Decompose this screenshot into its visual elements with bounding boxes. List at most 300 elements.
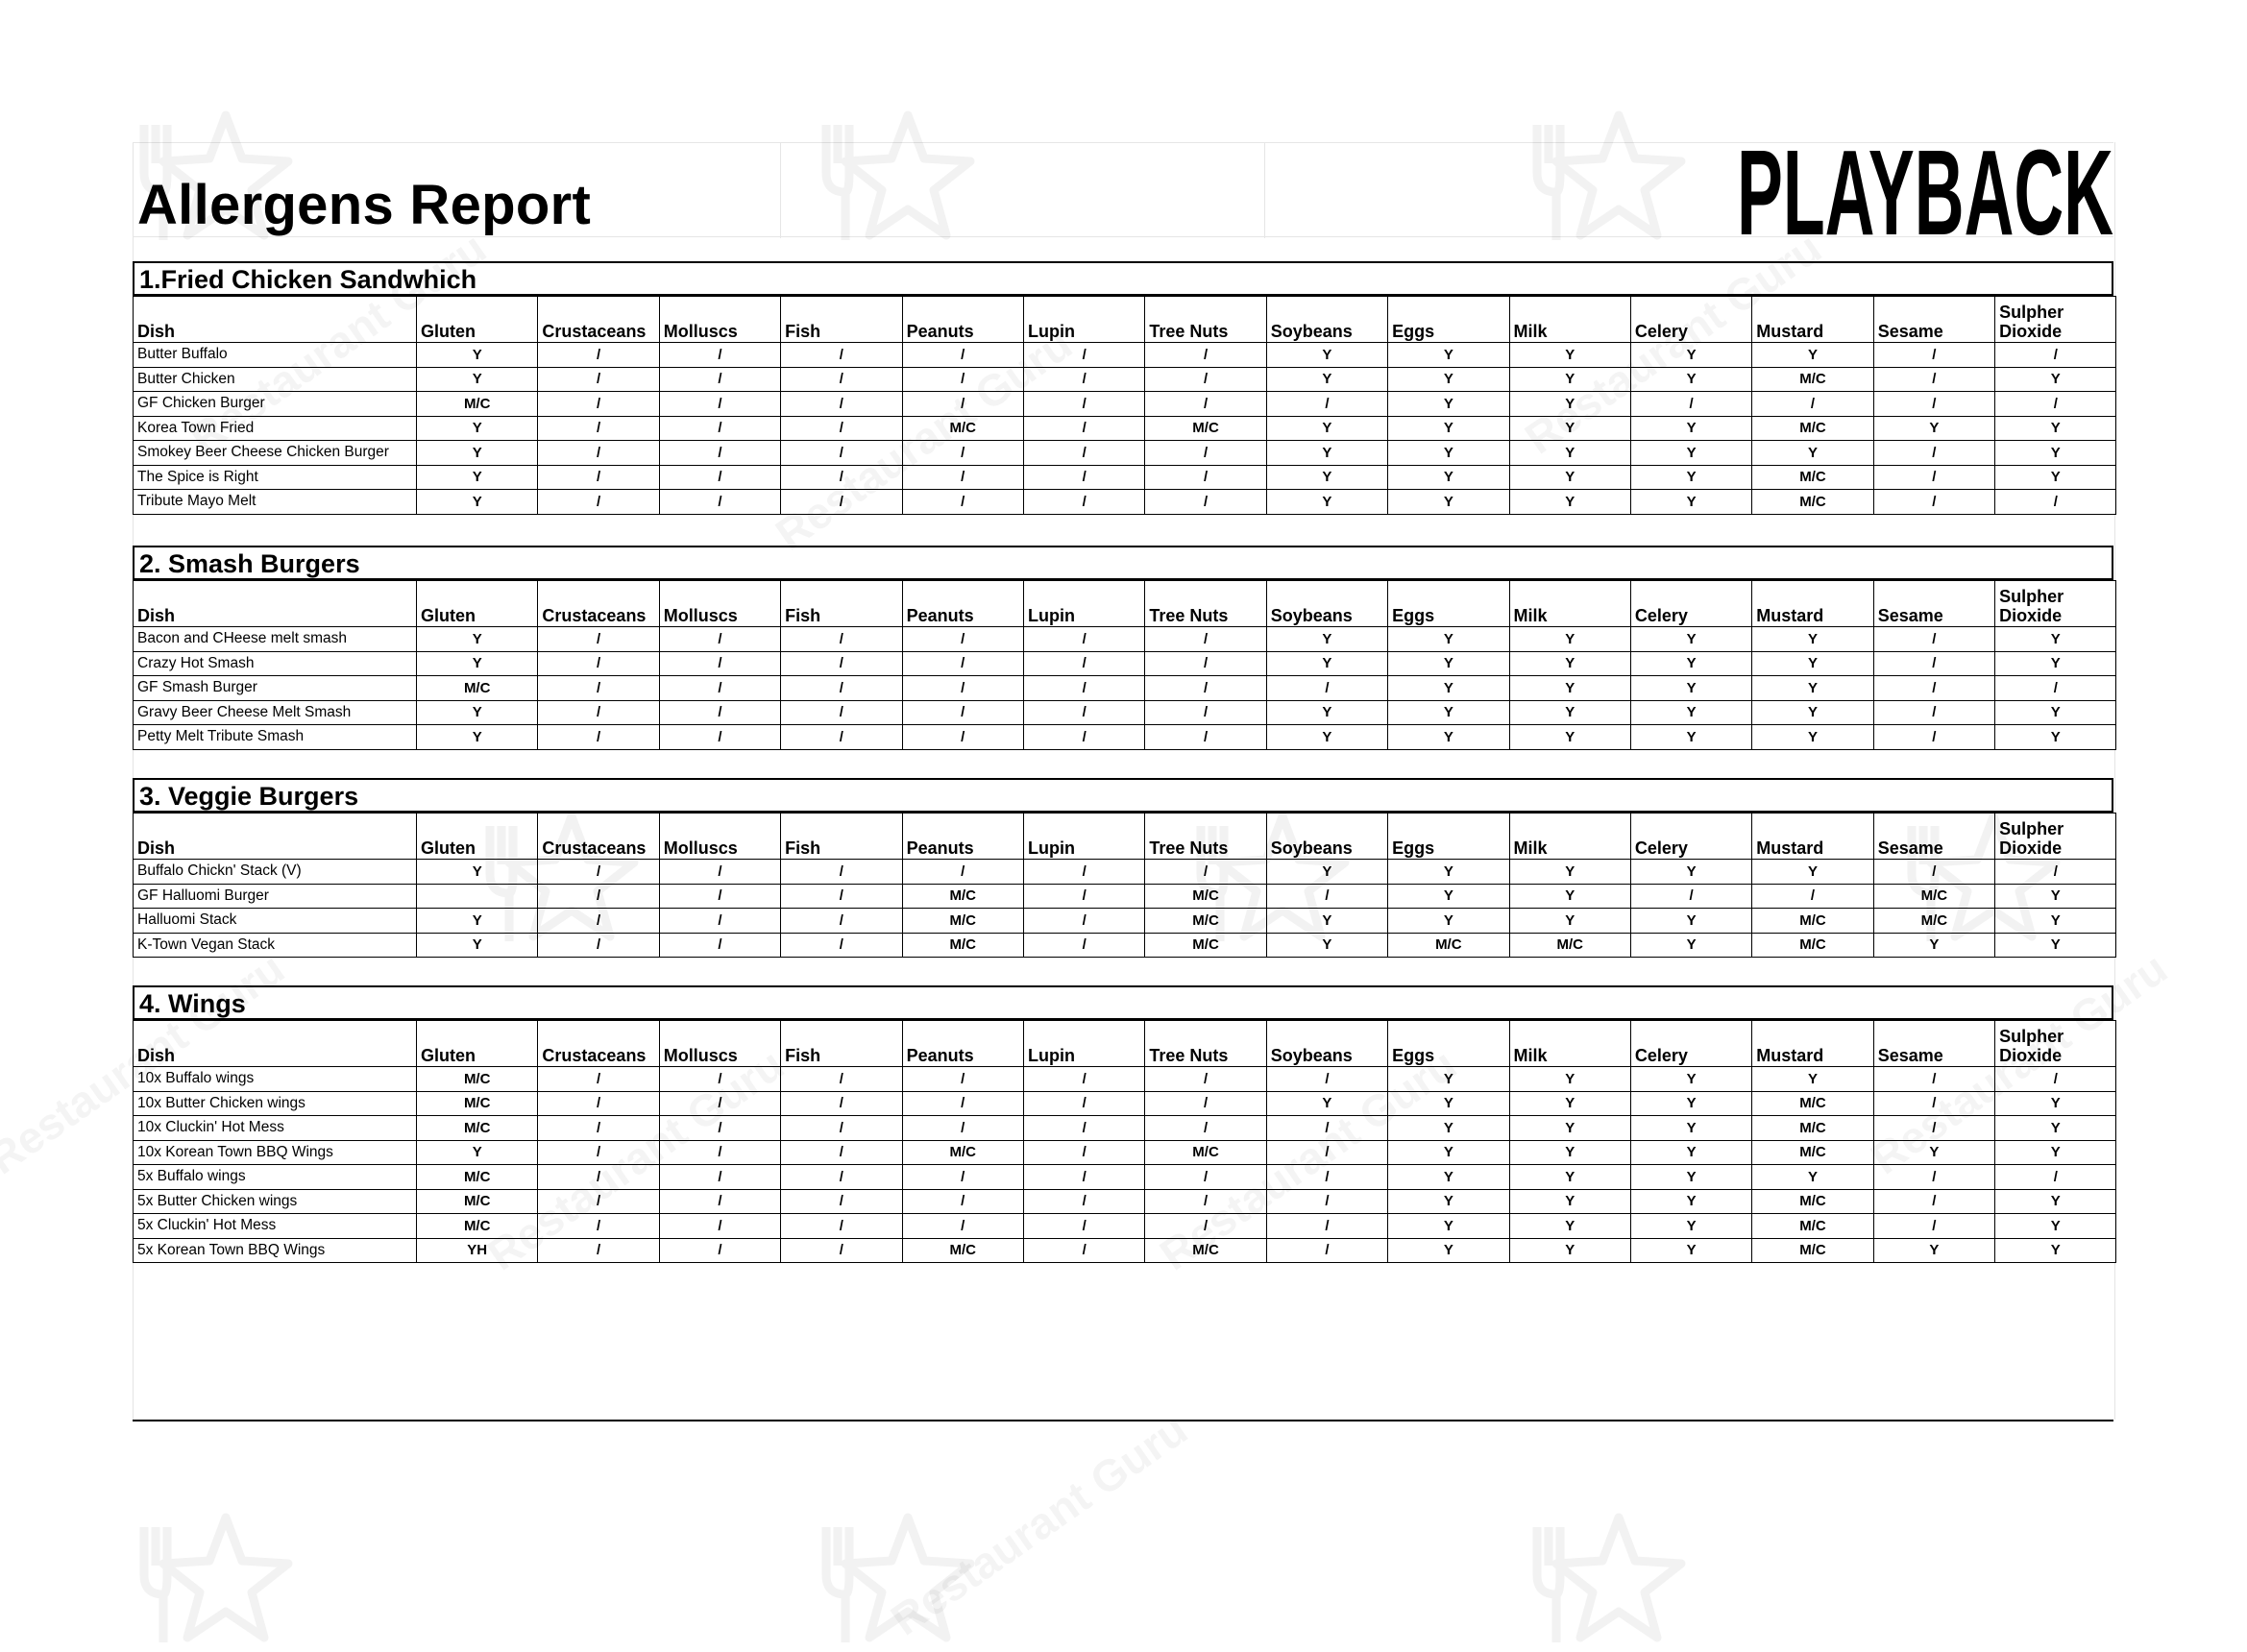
dish-name: GF Smash Burger: [134, 676, 417, 701]
column-header: Eggs: [1388, 814, 1509, 860]
allergen-cell: Y: [1266, 343, 1387, 368]
column-header: Celery: [1630, 814, 1751, 860]
allergen-cell: /: [659, 1238, 780, 1263]
allergen-cell: /: [781, 1116, 902, 1141]
column-header: Soybeans: [1266, 581, 1387, 627]
allergen-cell: Y: [1995, 627, 2116, 652]
allergen-cell: Y: [1388, 465, 1509, 490]
dish-name: Korea Town Fried: [134, 416, 417, 441]
allergen-cell: /: [902, 1214, 1023, 1239]
column-header: Molluscs: [659, 297, 780, 343]
allergen-cell: Y: [1509, 343, 1630, 368]
column-header: Peanuts: [902, 814, 1023, 860]
allergen-cell: /: [1873, 676, 1994, 701]
table-row: [134, 725, 2116, 750]
allergen-cell: M/C: [1388, 933, 1509, 958]
allergen-cell: Y: [1509, 651, 1630, 676]
allergen-cell: Y: [1752, 725, 1873, 750]
allergen-cell: /: [1873, 700, 1994, 725]
allergen-cell: M/C: [1145, 933, 1266, 958]
column-header: Tree Nuts: [1145, 1021, 1266, 1067]
table-row: [134, 1189, 2116, 1214]
column-header: Mustard: [1752, 581, 1873, 627]
allergen-cell: /: [659, 1067, 780, 1092]
allergen-cell: /: [1145, 465, 1266, 490]
allergen-cell: Y: [1630, 441, 1751, 466]
allergen-cell: Y: [1995, 465, 2116, 490]
allergen-cell: M/C: [1752, 465, 1873, 490]
allergen-cell: YH: [417, 1238, 538, 1263]
allergen-cell: /: [659, 343, 780, 368]
dish-name: Butter Chicken: [134, 367, 417, 392]
allergen-cell: Y: [1388, 1116, 1509, 1141]
allergen-cell: M/C: [1752, 1140, 1873, 1165]
allergen-cell: Y: [1995, 933, 2116, 958]
allergen-cell: /: [1023, 392, 1144, 417]
section-title: 3. Veggie Burgers: [133, 778, 2113, 813]
allergen-cell: Y: [417, 651, 538, 676]
fork-star-icon: [1527, 1508, 1691, 1652]
allergen-cell: /: [781, 676, 902, 701]
allergen-cell: /: [659, 909, 780, 934]
allergen-cell: /: [659, 1189, 780, 1214]
table-row: [134, 884, 2116, 909]
table-row: [134, 1165, 2116, 1190]
allergen-cell: /: [1873, 651, 1994, 676]
table-row: [134, 909, 2116, 934]
allergen-cell: /: [902, 725, 1023, 750]
table-row: [134, 1140, 2116, 1165]
allergen-cell: /: [781, 1189, 902, 1214]
column-header: Crustaceans: [538, 814, 659, 860]
allergen-cell: /: [781, 700, 902, 725]
allergen-cell: Y: [417, 627, 538, 652]
allergen-cell: /: [902, 490, 1023, 515]
column-header: Milk: [1509, 814, 1630, 860]
allergen-cell: M/C: [1873, 884, 1994, 909]
allergen-cell: Y: [1388, 700, 1509, 725]
allergen-cell: /: [1145, 392, 1266, 417]
allergen-cell: /: [1873, 1091, 1994, 1116]
allergen-cell: /: [902, 441, 1023, 466]
allergen-cell: /: [538, 1238, 659, 1263]
table-header-row: [134, 814, 2116, 860]
dish-name: 10x Butter Chicken wings: [134, 1091, 417, 1116]
allergen-cell: Y: [1509, 860, 1630, 885]
allergen-cell: /: [659, 1091, 780, 1116]
column-header: Gluten: [417, 581, 538, 627]
column-header: Lupin: [1023, 1021, 1144, 1067]
allergen-cell: /: [659, 1140, 780, 1165]
allergen-cell: M/C: [417, 1091, 538, 1116]
allergen-cell: /: [1023, 367, 1144, 392]
allergen-cell: /: [902, 343, 1023, 368]
column-header: Sulpher Dioxide: [1995, 581, 2116, 627]
allergen-cell: /: [781, 465, 902, 490]
watermark-text: [881, 1403, 1196, 1645]
allergen-section: [133, 778, 2113, 958]
allergen-cell: /: [781, 367, 902, 392]
allergen-cell: /: [1266, 1165, 1387, 1190]
allergen-cell: /: [902, 651, 1023, 676]
brand-logo-text: PLAYBACK: [1737, 133, 2113, 244]
sheet-gridline: [1264, 142, 1265, 238]
allergen-cell: /: [1023, 651, 1144, 676]
fork-star-icon: [817, 1508, 980, 1652]
allergen-cell: Y: [1630, 1165, 1751, 1190]
table-row: [134, 343, 2116, 368]
allergen-cell: Y: [1509, 700, 1630, 725]
allergen-cell: /: [1266, 392, 1387, 417]
allergen-cell: Y: [1266, 933, 1387, 958]
allergen-cell: /: [659, 933, 780, 958]
allergen-cell: /: [1873, 627, 1994, 652]
column-header: Fish: [781, 581, 902, 627]
allergen-cell: Y: [1509, 884, 1630, 909]
allergen-cell: /: [659, 884, 780, 909]
allergen-cell: Y: [1995, 651, 2116, 676]
table-row: [134, 1091, 2116, 1116]
allergen-cell: /: [1023, 1091, 1144, 1116]
allergen-cell: Y: [1388, 1067, 1509, 1092]
allergen-table: [133, 296, 2116, 515]
page-bottom-rule: [133, 1420, 2113, 1421]
table-header-row: [134, 581, 2116, 627]
allergen-cell: Y: [1630, 909, 1751, 934]
column-header: Peanuts: [902, 581, 1023, 627]
allergen-cell: /: [781, 1165, 902, 1190]
allergen-cell: M/C: [1752, 909, 1873, 934]
allergen-cell: /: [1145, 1165, 1266, 1190]
allergen-cell: /: [1752, 884, 1873, 909]
allergen-cell: M/C: [1145, 884, 1266, 909]
allergen-cell: Y: [1995, 1140, 2116, 1165]
allergen-cell: /: [1145, 441, 1266, 466]
allergen-cell: Y: [1873, 416, 1994, 441]
allergen-cell: Y: [1388, 884, 1509, 909]
column-header: Soybeans: [1266, 1021, 1387, 1067]
allergen-cell: Y: [1630, 465, 1751, 490]
allergen-cell: /: [659, 441, 780, 466]
allergen-cell: M/C: [1145, 416, 1266, 441]
allergen-section: [133, 261, 2113, 515]
allergen-cell: /: [659, 700, 780, 725]
allergen-cell: /: [659, 490, 780, 515]
column-header: Sesame: [1873, 581, 1994, 627]
allergen-cell: Y: [1752, 860, 1873, 885]
column-header: Dish: [134, 814, 417, 860]
allergen-table: [133, 580, 2116, 750]
allergen-cell: /: [659, 465, 780, 490]
allergen-cell: /: [1145, 1091, 1266, 1116]
allergen-cell: /: [538, 725, 659, 750]
allergen-cell: /: [538, 416, 659, 441]
table-header-row: [134, 1021, 2116, 1067]
allergen-cell: /: [1752, 392, 1873, 417]
allergen-cell: /: [538, 465, 659, 490]
allergen-cell: M/C: [1752, 933, 1873, 958]
column-header: Molluscs: [659, 1021, 780, 1067]
table-row: [134, 441, 2116, 466]
allergen-cell: /: [902, 676, 1023, 701]
allergen-cell: M/C: [1752, 416, 1873, 441]
allergen-cell: Y: [1630, 1238, 1751, 1263]
dish-name: The Spice is Right: [134, 465, 417, 490]
allergen-cell: Y: [417, 367, 538, 392]
allergen-cell: /: [1023, 860, 1144, 885]
allergen-cell: /: [1266, 1140, 1387, 1165]
allergen-cell: M/C: [902, 909, 1023, 934]
column-header: Crustaceans: [538, 1021, 659, 1067]
allergen-cell: /: [538, 884, 659, 909]
allergen-cell: Y: [417, 700, 538, 725]
allergen-cell: Y: [1630, 651, 1751, 676]
allergen-cell: Y: [1630, 367, 1751, 392]
column-header: Tree Nuts: [1145, 581, 1266, 627]
allergen-cell: /: [538, 1214, 659, 1239]
allergen-cell: Y: [1630, 1214, 1751, 1239]
allergen-cell: Y: [1995, 416, 2116, 441]
allergen-cell: /: [781, 884, 902, 909]
column-header: Fish: [781, 297, 902, 343]
allergen-cell: Y: [1995, 1238, 2116, 1263]
allergen-cell: /: [1023, 465, 1144, 490]
allergen-cell: /: [1023, 1165, 1144, 1190]
allergen-cell: /: [902, 1067, 1023, 1092]
allergen-cell: /: [1873, 367, 1994, 392]
allergen-cell: M/C: [1145, 909, 1266, 934]
allergen-cell: Y: [1388, 1189, 1509, 1214]
allergen-cell: /: [538, 1091, 659, 1116]
allergen-cell: Y: [1266, 909, 1387, 934]
allergen-cell: /: [538, 1067, 659, 1092]
column-header: Mustard: [1752, 297, 1873, 343]
allergen-cell: /: [1995, 860, 2116, 885]
table-row: [134, 392, 2116, 417]
allergen-cell: /: [1145, 1067, 1266, 1092]
allergen-cell: /: [1873, 490, 1994, 515]
column-header: Sulpher Dioxide: [1995, 297, 2116, 343]
table-row: [134, 367, 2116, 392]
allergen-cell: Y: [1266, 725, 1387, 750]
allergen-cell: Y: [1630, 490, 1751, 515]
column-header: Sulpher Dioxide: [1995, 1021, 2116, 1067]
allergen-cell: /: [1023, 700, 1144, 725]
column-header: Lupin: [1023, 814, 1144, 860]
dish-name: GF Chicken Burger: [134, 392, 417, 417]
allergen-cell: /: [1145, 700, 1266, 725]
allergen-cell: /: [1873, 1165, 1994, 1190]
fork-star-icon: [134, 1508, 298, 1652]
dish-name: 5x Korean Town BBQ Wings: [134, 1238, 417, 1263]
table-header-row: [134, 297, 2116, 343]
allergen-cell: /: [1873, 1116, 1994, 1141]
sheet-gridline: [780, 142, 781, 238]
dish-name: 5x Cluckin' Hot Mess: [134, 1214, 417, 1239]
allergen-cell: Y: [1388, 1140, 1509, 1165]
allergen-cell: Y: [1388, 1214, 1509, 1239]
allergen-cell: M/C: [1752, 490, 1873, 515]
allergen-cell: Y: [1752, 441, 1873, 466]
allergen-cell: /: [538, 1165, 659, 1190]
allergen-cell: Y: [1752, 1067, 1873, 1092]
allergen-cell: Y: [1388, 1238, 1509, 1263]
allergen-cell: M/C: [1509, 933, 1630, 958]
allergen-cell: /: [902, 1116, 1023, 1141]
allergen-cell: /: [659, 860, 780, 885]
allergen-cell: /: [659, 651, 780, 676]
allergen-cell: Y: [417, 416, 538, 441]
allergen-cell: Y: [1266, 627, 1387, 652]
allergen-cell: /: [1145, 860, 1266, 885]
allergen-cell: Y: [1630, 860, 1751, 885]
table-row: [134, 416, 2116, 441]
column-header: Eggs: [1388, 1021, 1509, 1067]
allergen-cell: /: [1873, 441, 1994, 466]
column-header: Tree Nuts: [1145, 814, 1266, 860]
column-header: Fish: [781, 1021, 902, 1067]
table-row: [134, 465, 2116, 490]
allergen-cell: /: [781, 490, 902, 515]
allergen-cell: Y: [1995, 1091, 2116, 1116]
column-header: Peanuts: [902, 1021, 1023, 1067]
column-header: Gluten: [417, 297, 538, 343]
allergen-cell: Y: [417, 1140, 538, 1165]
allergen-cell: Y: [1752, 676, 1873, 701]
allergen-cell: /: [1266, 1067, 1387, 1092]
allergen-cell: /: [1145, 627, 1266, 652]
allergen-cell: Y: [1995, 884, 2116, 909]
allergen-cell: M/C: [1873, 909, 1994, 934]
allergen-cell: /: [1995, 1165, 2116, 1190]
allergen-cell: /: [1873, 392, 1994, 417]
allergen-cell: /: [1023, 725, 1144, 750]
column-header: Fish: [781, 814, 902, 860]
allergen-cell: Y: [417, 933, 538, 958]
allergen-cell: Y: [1266, 1091, 1387, 1116]
allergen-cell: /: [1023, 441, 1144, 466]
allergen-cell: Y: [1509, 1091, 1630, 1116]
allergen-cell: Y: [1266, 465, 1387, 490]
allergen-cell: Y: [1995, 1189, 2116, 1214]
allergen-cell: Y: [1509, 441, 1630, 466]
allergen-cell: Y: [1388, 651, 1509, 676]
allergen-cell: Y: [1266, 367, 1387, 392]
allergen-cell: Y: [1630, 1116, 1751, 1141]
allergen-cell: /: [781, 1140, 902, 1165]
allergen-cell: Y: [1509, 465, 1630, 490]
allergen-cell: M/C: [902, 884, 1023, 909]
column-header: Lupin: [1023, 297, 1144, 343]
column-header: Gluten: [417, 814, 538, 860]
column-header: Sulpher Dioxide: [1995, 814, 2116, 860]
allergen-cell: Y: [1995, 1214, 2116, 1239]
table-row: [134, 1116, 2116, 1141]
allergen-cell: Y: [1509, 392, 1630, 417]
allergen-cell: M/C: [902, 1140, 1023, 1165]
allergen-cell: /: [659, 1116, 780, 1141]
allergen-cell: /: [781, 909, 902, 934]
allergen-cell: Y: [1995, 1116, 2116, 1141]
allergen-cell: M/C: [1752, 1189, 1873, 1214]
allergen-cell: Y: [1509, 725, 1630, 750]
dish-name: Tribute Mayo Melt: [134, 490, 417, 515]
dish-name: Bacon and CHeese melt smash: [134, 627, 417, 652]
allergen-cell: /: [1145, 725, 1266, 750]
allergen-cell: Y: [1630, 343, 1751, 368]
allergen-cell: /: [1266, 1189, 1387, 1214]
allergen-cell: M/C: [1752, 1238, 1873, 1263]
allergen-cell: M/C: [902, 1238, 1023, 1263]
allergen-cell: /: [659, 676, 780, 701]
section-title: 2. Smash Burgers: [133, 546, 2113, 580]
allergen-cell: /: [1873, 860, 1994, 885]
allergen-cell: Y: [1266, 700, 1387, 725]
section-title: 4. Wings: [133, 985, 2113, 1020]
allergen-cell: /: [781, 1214, 902, 1239]
allergen-cell: /: [1023, 933, 1144, 958]
allergen-cell: Y: [1388, 367, 1509, 392]
allergen-cell: /: [1266, 1214, 1387, 1239]
allergen-cell: /: [1023, 909, 1144, 934]
column-header: Crustaceans: [538, 581, 659, 627]
allergen-cell: Y: [1509, 1189, 1630, 1214]
allergen-cell: Y: [1873, 1140, 1994, 1165]
allergen-cell: Y: [1388, 860, 1509, 885]
column-header: Soybeans: [1266, 297, 1387, 343]
allergen-section: [133, 546, 2113, 750]
table-row: [134, 651, 2116, 676]
allergen-cell: Y: [1752, 1165, 1873, 1190]
allergen-cell: M/C: [417, 392, 538, 417]
allergen-cell: /: [1023, 490, 1144, 515]
allergen-cell: M/C: [1145, 1238, 1266, 1263]
allergen-cell: /: [1995, 676, 2116, 701]
allergen-cell: /: [1145, 1189, 1266, 1214]
dish-name: Buffalo Chickn' Stack (V): [134, 860, 417, 885]
column-header: Milk: [1509, 297, 1630, 343]
allergen-cell: Y: [1509, 1116, 1630, 1141]
allergen-cell: /: [1023, 1116, 1144, 1141]
allergen-cell: /: [1023, 1140, 1144, 1165]
allergen-cell: Y: [1630, 700, 1751, 725]
allergen-cell: /: [902, 1091, 1023, 1116]
allergen-cell: /: [1145, 343, 1266, 368]
allergen-cell: Y: [417, 725, 538, 750]
allergen-cell: /: [1023, 627, 1144, 652]
allergen-cell: /: [781, 725, 902, 750]
allergen-cell: Y: [1509, 1067, 1630, 1092]
allergen-cell: Y: [1266, 416, 1387, 441]
allergen-cell: M/C: [902, 416, 1023, 441]
column-header: Tree Nuts: [1145, 297, 1266, 343]
allergen-cell: /: [902, 367, 1023, 392]
column-header: Milk: [1509, 581, 1630, 627]
allergen-cell: /: [659, 627, 780, 652]
allergen-cell: Y: [1752, 700, 1873, 725]
allergen-cell: Y: [1630, 1091, 1751, 1116]
column-header: Sesame: [1873, 1021, 1994, 1067]
allergen-cell: Y: [1388, 392, 1509, 417]
column-header: Peanuts: [902, 297, 1023, 343]
column-header: Mustard: [1752, 814, 1873, 860]
allergen-cell: Y: [417, 441, 538, 466]
allergen-cell: Y: [417, 465, 538, 490]
allergen-cell: /: [659, 725, 780, 750]
table-row: [134, 1238, 2116, 1263]
allergen-cell: M/C: [417, 1116, 538, 1141]
column-header: Crustaceans: [538, 297, 659, 343]
